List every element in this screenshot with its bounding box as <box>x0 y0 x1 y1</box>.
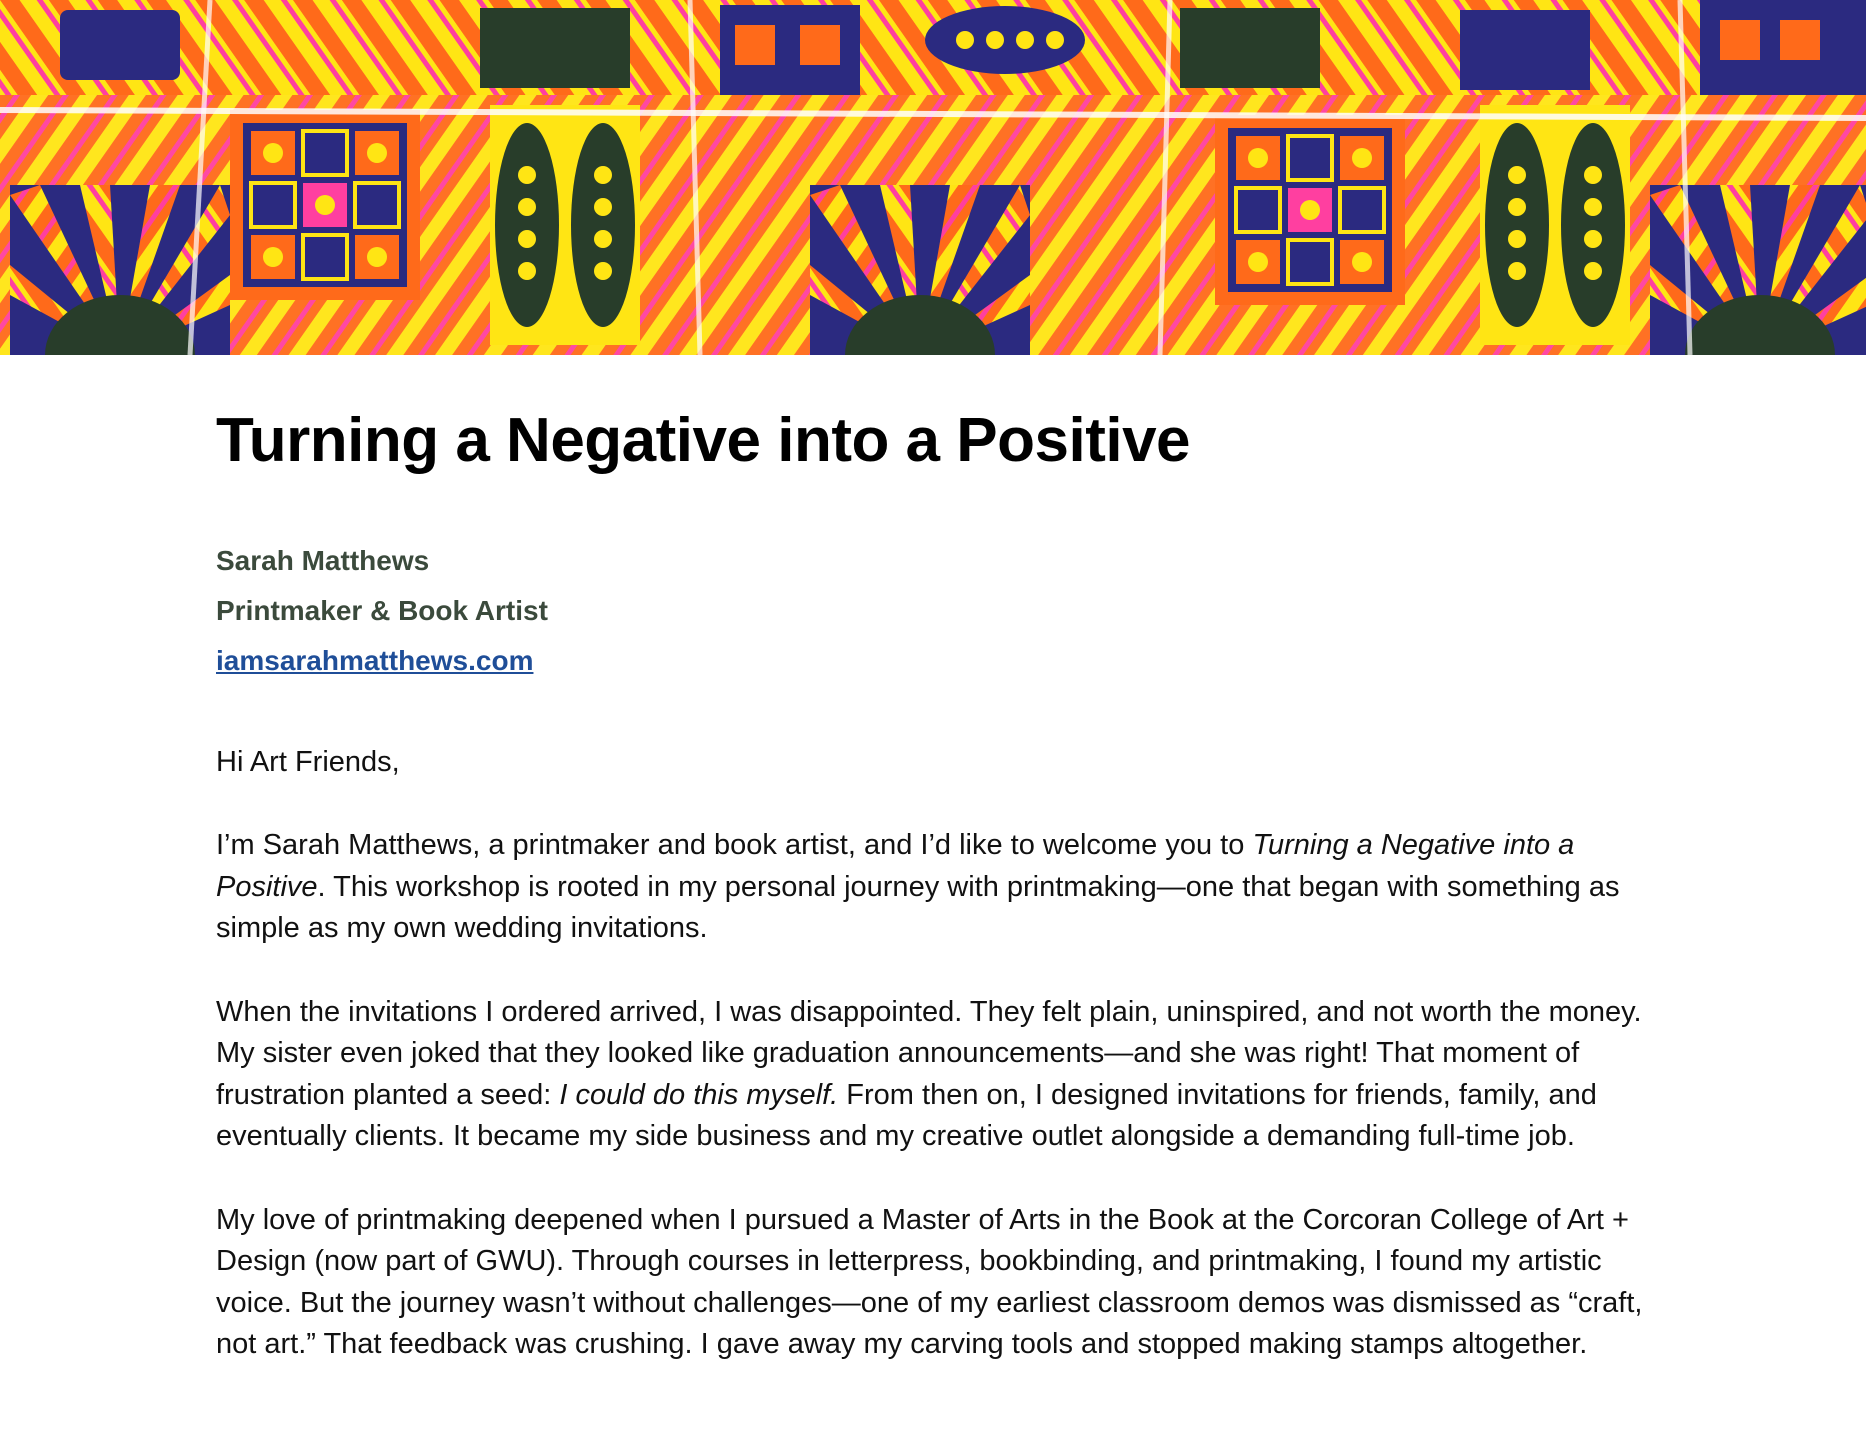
story-italic-quote: I could do this myself. <box>559 1078 839 1111</box>
author-website-link[interactable]: iamsarahmatthews.com <box>216 645 534 677</box>
workshop-title-italic: Turning a Negative into a Positive <box>216 829 1575 903</box>
author-block <box>216 536 1666 686</box>
story-paragraph <box>216 992 1666 1158</box>
intro-text-start: I’m Sarah Matthews, a printmaker and book artist, and I’d like to welcome you to <box>216 829 1253 862</box>
story-text-end: From then on, I designed invitations for friends, family, and eventually clients. It became my side business and my creative outlet alongside a demanding full-time job. <box>216 1078 1597 1153</box>
page-title: Turning a Negative into a Positive <box>216 406 1191 475</box>
article <box>216 405 1666 1395</box>
banner-image <box>0 0 1866 355</box>
education-paragraph: My love of printmaking deepened when I pursued a Master of Arts in the Book at the Corcoran College of Art + Design (now part of GWU). Through courses in letterpress, bookbinding, and printmaking, I found my artistic voice. But the journey wasn’t without challenges—one of my earliest classroom demos was dismissed as “craft, not art.” That feedback was crushing. I gave away my carving tools and stopped making stamps altogether. <box>216 1203 1643 1361</box>
greeting: Hi Art Friends, <box>216 746 400 779</box>
story-text-start: When the invitations I ordered arrived, I was disappointed. They felt plain, uninspired, and not worth the money. My sister even joked that they looked like graduation announcements—and she was right! That moment of frustration planted a seed: <box>216 995 1642 1111</box>
intro-paragraph <box>216 825 1666 950</box>
author-role: Printmaker & Book Artist <box>216 595 548 627</box>
author-name: Sarah Matthews <box>216 545 430 577</box>
intro-text-end: . This workshop is rooted in my personal journey with printmaking—one that began with something as simple as my own wedding invitations. <box>216 870 1620 945</box>
